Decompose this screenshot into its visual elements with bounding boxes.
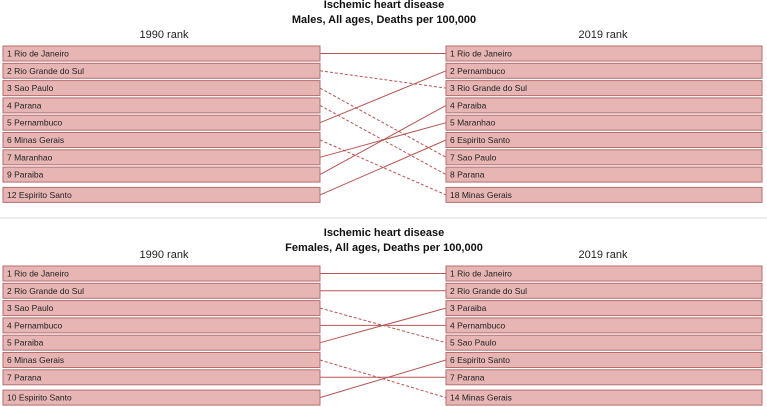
males-left-label: 4 Parana (7, 100, 42, 111)
males-left-label: 5 Pernambuco (7, 117, 63, 128)
males-right-label: 1 Rio de Janeiro (450, 48, 512, 59)
males-left-box (3, 98, 320, 113)
females-right-label: 2 Rio Grande do Sul (450, 285, 528, 296)
males-left-label: 1 Rio de Janeiro (7, 48, 69, 59)
females-left-label: 2 Rio Grande do Sul (7, 285, 85, 296)
males-left-label: 6 Minas Gerais (7, 135, 65, 145)
females-chart-title: Ischemic heart disease (323, 227, 445, 239)
females-connectors (320, 274, 446, 398)
females-left-column (3, 266, 320, 405)
males-right-box (446, 167, 762, 182)
males-connector-line (320, 71, 446, 123)
females-left-box (3, 370, 320, 385)
females-right-label: 14 Minas Gerais (450, 392, 512, 403)
males-right-column (446, 46, 762, 202)
females-right-column (446, 266, 762, 405)
males-right-label: 4 Paraiba (450, 100, 487, 111)
females-right-label: 3 Paraiba (450, 303, 487, 314)
females-right-box (446, 370, 762, 385)
males-chart-title: Ischemic heart disease (323, 0, 445, 11)
males-left-header: 1990 rank (139, 29, 189, 41)
females-right-label: 6 Espirito Santo (450, 355, 511, 365)
males-right-label: 6 Espirito Santo (450, 135, 511, 145)
females-right-label: 5 Sao Paulo (450, 337, 497, 348)
males-left-label: 9 Paraiba (7, 169, 44, 180)
females-left-label: 10 Espirito Santo (7, 392, 72, 403)
females-left-label: 4 Pernambuco (7, 320, 63, 331)
females-right-box (446, 301, 762, 316)
females-left-label: 7 Parana (7, 372, 42, 383)
males-connector-line (320, 88, 446, 157)
males-right-label: 2 Pernambuco (450, 65, 506, 76)
males-right-box (446, 98, 762, 113)
males-left-label: 12 Espirito Santo (7, 189, 72, 200)
females-left-header: 1990 rank (139, 249, 189, 261)
males-left-label: 7 Maranhao (7, 152, 53, 163)
females-panel (3, 227, 762, 405)
females-chart-subtitle: Females, All ages, Deaths per 100,000 (285, 242, 483, 254)
females-left-box (3, 335, 320, 350)
males-right-label: 8 Parana (450, 169, 485, 180)
males-right-header: 2019 rank (578, 29, 628, 41)
males-connector-line (320, 71, 446, 88)
females-right-label: 7 Parana (450, 372, 485, 383)
males-left-label: 2 Rio Grande do Sul (7, 65, 85, 76)
males-panel (3, 0, 762, 202)
females-left-label: 6 Minas Gerais (7, 355, 65, 365)
females-right-label: 1 Rio de Janeiro (450, 268, 512, 279)
males-left-label: 3 Sao Paulo (7, 83, 54, 94)
females-left-label: 3 Sao Paulo (7, 303, 54, 314)
females-right-header: 2019 rank (578, 249, 628, 261)
males-right-label: 18 Minas Gerais (450, 189, 512, 200)
females-left-label: 5 Paraiba (7, 337, 44, 348)
females-right-label: 4 Pernambuco (450, 320, 506, 331)
males-right-label: 7 Sao Paulo (450, 152, 497, 163)
males-left-column (3, 46, 320, 202)
males-connectors (320, 54, 446, 195)
females-left-label: 1 Rio de Janeiro (7, 268, 69, 279)
males-right-label: 3 Rio Grande do Sul (450, 83, 528, 94)
males-right-label: 5 Maranhao (450, 117, 496, 128)
males-chart-subtitle: Males, All ages, Deaths per 100,000 (291, 14, 477, 26)
males-left-box (3, 167, 320, 182)
